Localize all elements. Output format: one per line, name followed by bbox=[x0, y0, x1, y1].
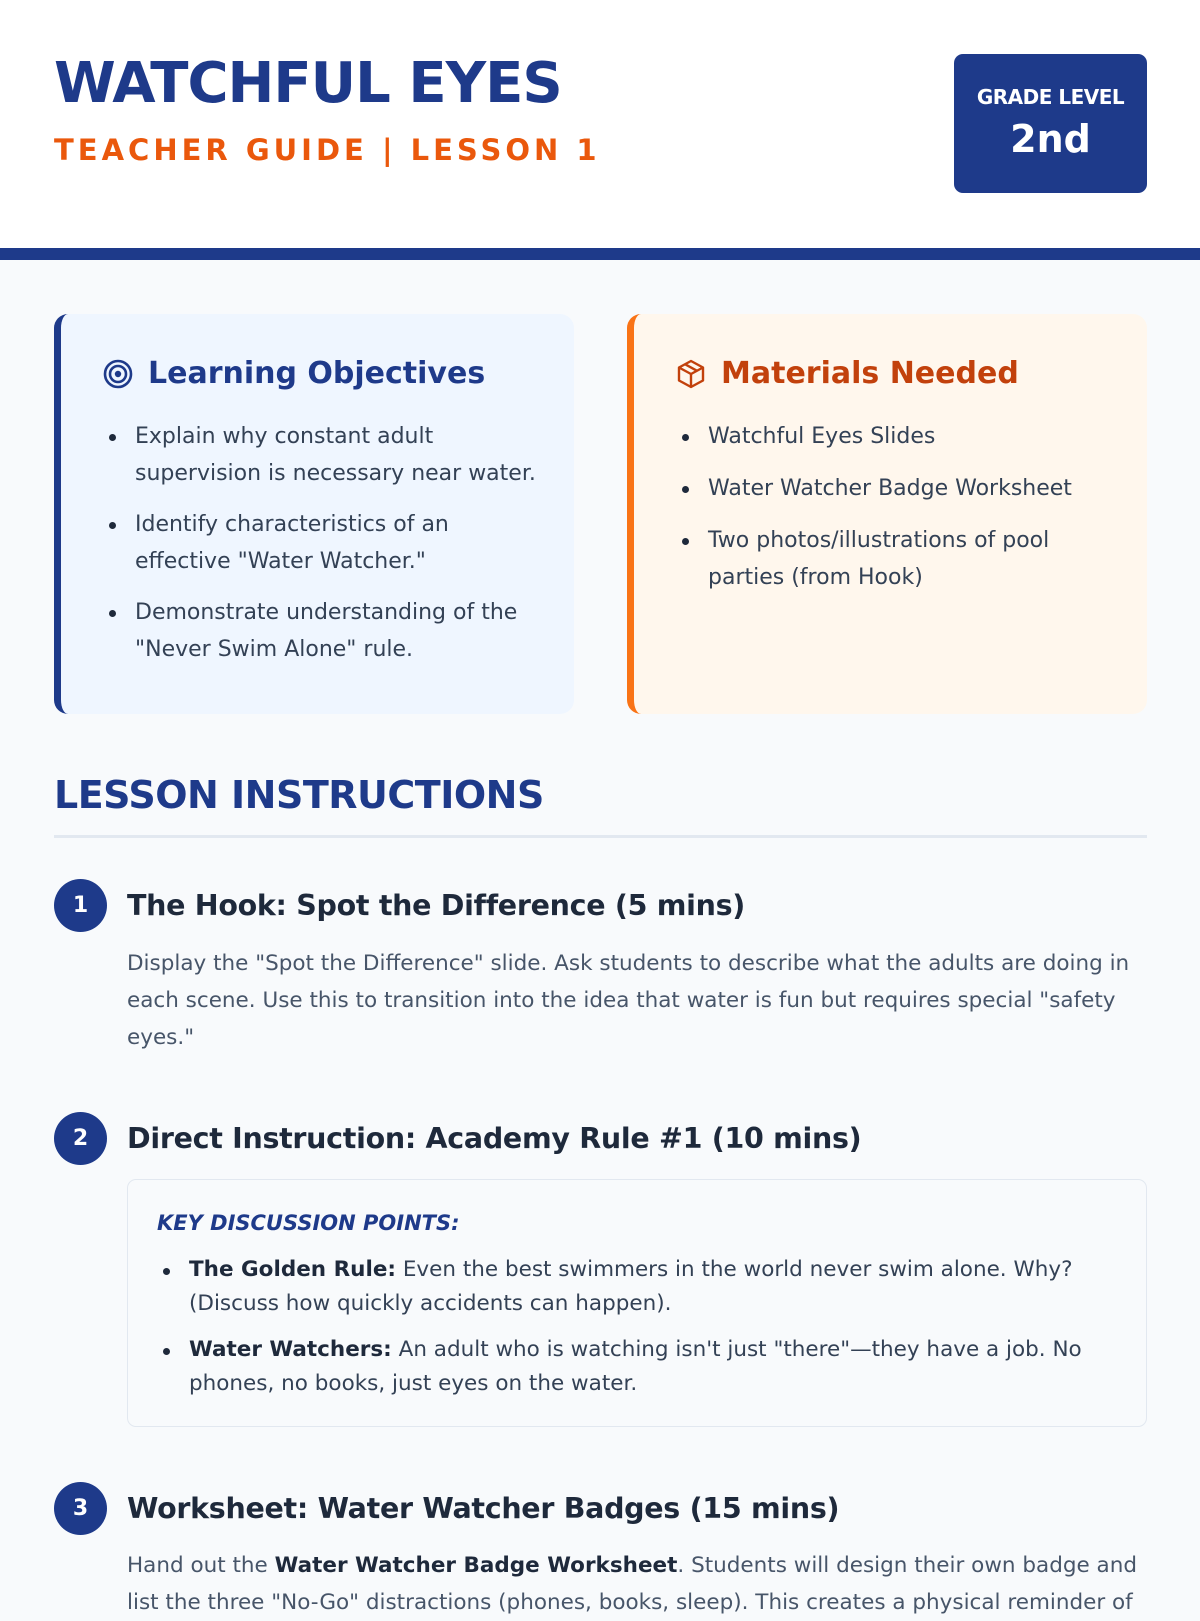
materials-needed-header bbox=[675, 354, 1019, 394]
grade-level-value: 2nd bbox=[1010, 117, 1091, 161]
step-number-badge: 2 bbox=[54, 1112, 107, 1165]
learning-objectives-card bbox=[54, 314, 574, 714]
package-icon bbox=[675, 358, 707, 390]
learning-objectives-header bbox=[102, 354, 485, 394]
discussion-point bbox=[157, 1333, 1097, 1401]
key-discussion-points-box bbox=[127, 1179, 1147, 1427]
learning-objectives-title: Learning Objectives bbox=[148, 356, 486, 391]
header bbox=[0, 0, 1200, 248]
discussion-point bbox=[157, 1253, 1097, 1321]
materials-needed-title: Materials Needed bbox=[721, 356, 1019, 391]
material-item: Two photos/illustrations of pool parties (from Hook) bbox=[675, 522, 1115, 596]
step-description-prefix: Hand out the bbox=[127, 1553, 275, 1578]
objective-item: Identify characteristics of an effective "Water Watcher." bbox=[102, 506, 542, 580]
document-subtitle: TEACHER GUIDE | LESSON 1 bbox=[54, 133, 601, 167]
learning-objectives-list bbox=[102, 418, 542, 682]
objective-item: Demonstrate understanding of the "Never Swim Alone" rule. bbox=[102, 594, 542, 668]
step-description-suffix: . Students will design their own badge and list the three "No-Go" distractions (phones, books, sleep). This creates a physical reminder of bbox=[127, 1553, 1138, 1615]
lesson-instructions-heading: LESSON INSTRUCTIONS bbox=[54, 773, 544, 817]
materials-needed-list bbox=[675, 418, 1115, 611]
discussion-point-term: The Golden Rule: bbox=[189, 1257, 397, 1282]
discussion-point-term: Water Watchers: bbox=[189, 1337, 392, 1362]
step-number-badge: 3 bbox=[54, 1482, 107, 1535]
grade-level-label: GRADE LEVEL bbox=[976, 85, 1125, 109]
step-number-badge: 1 bbox=[54, 879, 107, 932]
discussion-point-text: Even the best swimmers in the world never swim alone. Why? (Discuss how quickly accidents can happen). bbox=[189, 1257, 1073, 1316]
worksheet-name: Water Watcher Badge Worksheet bbox=[274, 1553, 678, 1578]
material-item: Watchful Eyes Slides bbox=[675, 418, 1115, 455]
header-divider bbox=[0, 248, 1200, 260]
discussion-point-text: An adult who is watching isn't just "there"—they have a job. No phones, no books, just eyes on the water. bbox=[189, 1337, 1082, 1396]
step-title: Direct Instruction: Academy Rule #1 (10 mins) bbox=[127, 1122, 862, 1155]
target-icon bbox=[102, 358, 134, 390]
step-title: The Hook: Spot the Difference (5 mins) bbox=[127, 889, 745, 922]
step-description: Display the "Spot the Difference" slide. Ask students to describe what the adults are doing in each scene. Use this to transition into the idea that water is fun but requires special "safety eyes." bbox=[127, 951, 1130, 1050]
materials-needed-card bbox=[627, 314, 1147, 714]
key-discussion-points-label: KEY DISCUSSION POINTS: bbox=[157, 1211, 460, 1235]
document-title: WATCHFUL EYES bbox=[54, 51, 562, 116]
step-description bbox=[127, 1547, 1147, 1621]
grade-level-badge bbox=[954, 54, 1147, 193]
discussion-points-list bbox=[157, 1253, 1097, 1413]
step-title: Worksheet: Water Watcher Badges (15 mins) bbox=[127, 1492, 840, 1525]
objective-item: Explain why constant adult supervision is necessary near water. bbox=[102, 418, 542, 492]
section-divider bbox=[54, 835, 1147, 838]
material-item: Water Watcher Badge Worksheet bbox=[675, 470, 1115, 507]
